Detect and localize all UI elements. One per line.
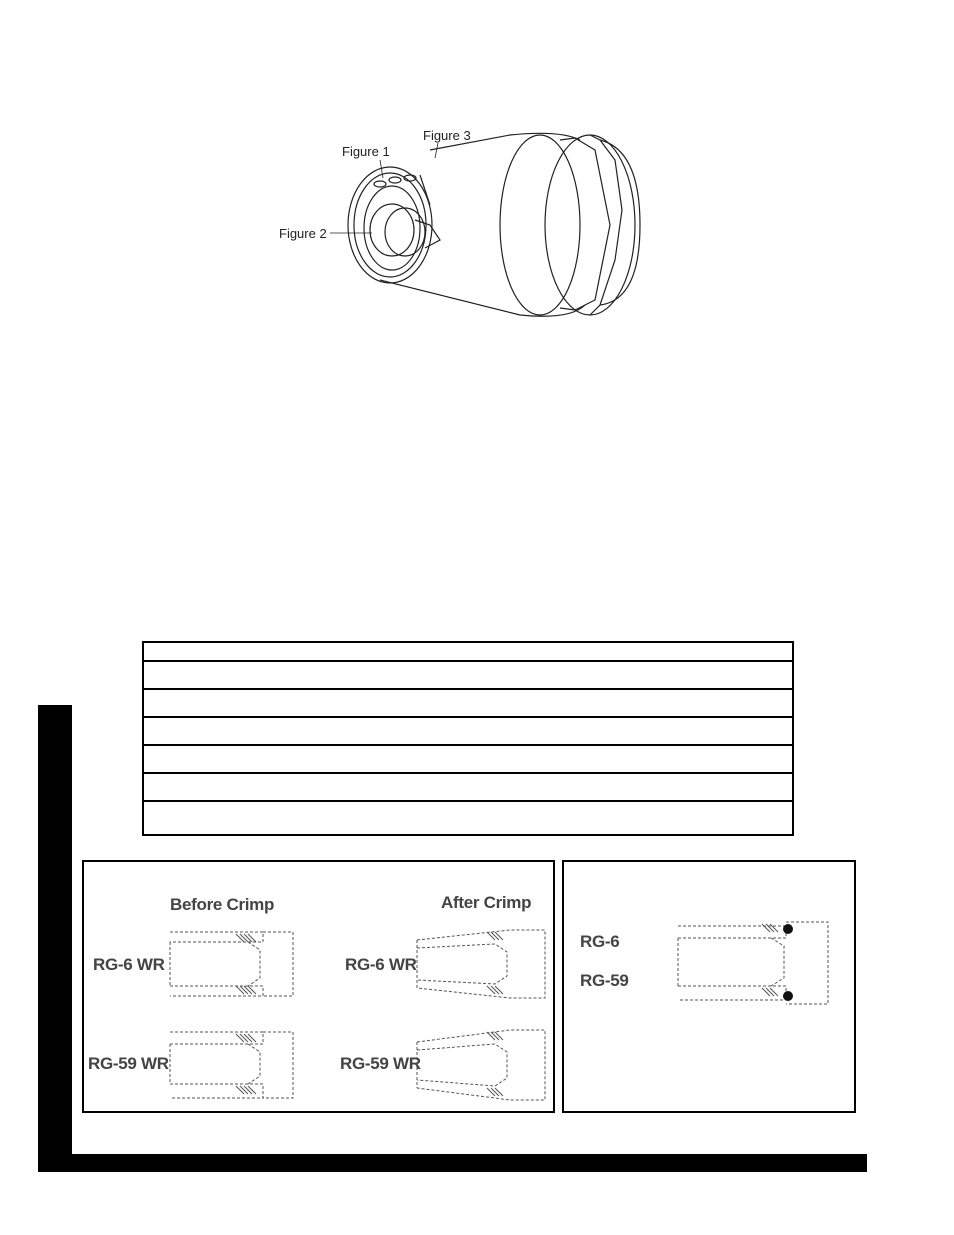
page-margin-bar-vertical bbox=[38, 705, 72, 1172]
after-crimp-title: After Crimp bbox=[441, 893, 532, 912]
figure-3-label: Figure 3 bbox=[423, 128, 471, 143]
table-row-divider bbox=[144, 744, 792, 746]
after-crimp-rg59-diagram bbox=[415, 1026, 550, 1104]
table-row-divider bbox=[144, 688, 792, 690]
empty-table bbox=[142, 641, 794, 836]
figure-1-label: Figure 1 bbox=[342, 144, 390, 159]
rg6-label: RG-6 bbox=[580, 932, 620, 951]
rg59-label: RG-59 bbox=[580, 971, 629, 990]
table-row-divider bbox=[144, 660, 792, 662]
after-crimp-rg6-diagram bbox=[415, 926, 550, 1002]
before-crimp-rg6-diagram bbox=[168, 928, 298, 1000]
table-row-divider bbox=[144, 716, 792, 718]
table-row-divider bbox=[144, 772, 792, 774]
before-rg59-label: RG-59 WR bbox=[88, 1054, 169, 1073]
before-crimp-title: Before Crimp bbox=[170, 895, 275, 914]
before-rg6-label: RG-6 WR bbox=[93, 955, 165, 974]
after-rg59-label: RG-59 WR bbox=[340, 1054, 421, 1073]
figure-2-label: Figure 2 bbox=[279, 226, 327, 241]
oring-bottom-dot bbox=[783, 991, 793, 1001]
before-crimp-rg59-diagram bbox=[168, 1028, 298, 1102]
table-row-divider bbox=[144, 800, 792, 802]
cable-oring-diagram bbox=[676, 918, 836, 1008]
page-margin-bar-horizontal bbox=[38, 1154, 867, 1172]
after-rg6-label: RG-6 WR bbox=[345, 955, 417, 974]
oring-top-dot bbox=[783, 924, 793, 934]
connector-illustration bbox=[0, 0, 954, 340]
